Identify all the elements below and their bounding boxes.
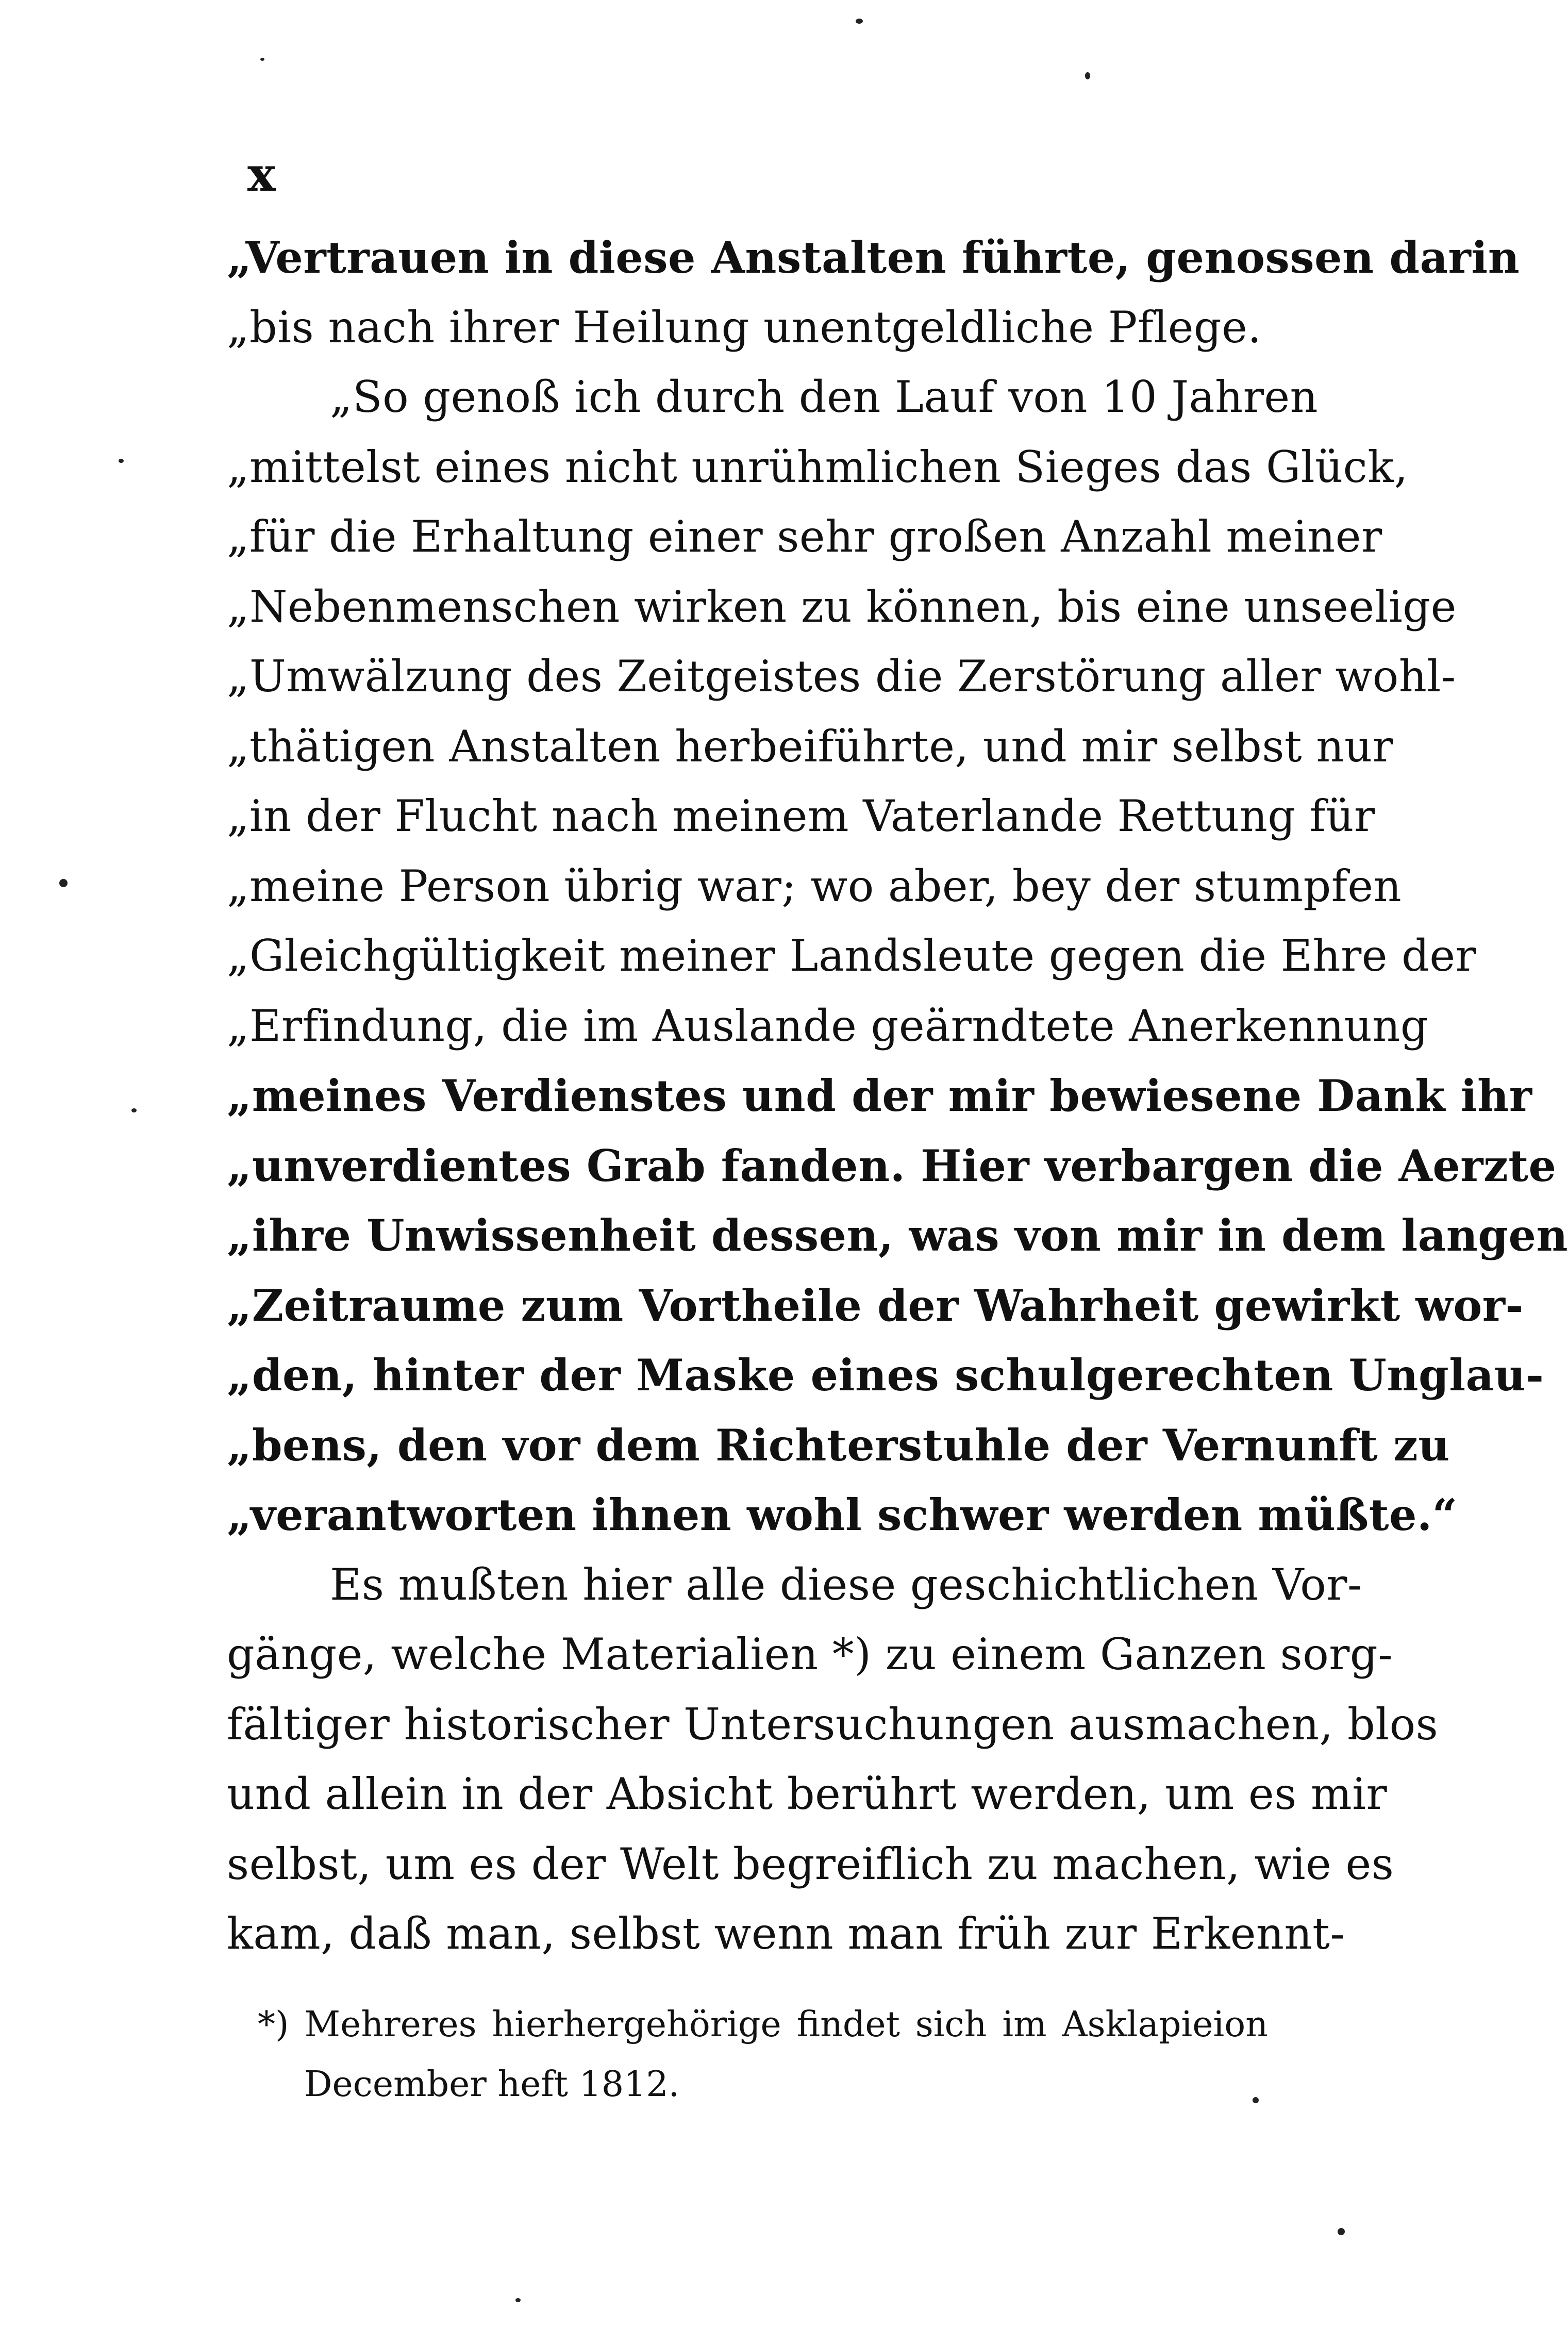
text-line: „Zeitraume zum Vortheile der Wahrheit gewirkt wor- [227, 1279, 1524, 1331]
footnote-line: December heft 1812. [304, 2064, 680, 2105]
text-line: „Vertrauen in diese Anstalten führte, genossen darin [227, 232, 1520, 283]
text-line: Es mußten hier alle diese geschichtlichen Vor- [330, 1559, 1362, 1610]
text-line: „meines Verdienstes und der mir bewiesene Dank ihr [227, 1070, 1532, 1121]
text-line: „in der Flucht nach meinem Vaterlande Rettung für [227, 791, 1375, 841]
text-line: „Erfindung, die im Auslande geärndtete Anerkennung [227, 1000, 1429, 1051]
scan-speck [59, 879, 68, 887]
text-line: „den, hinter der Maske eines schulgerechten Unglau- [227, 1350, 1544, 1401]
text-line: „thätigen Anstalten herbeiführte, und mir selbst nur [227, 721, 1394, 772]
text-line: „Gleichgültigkeit meiner Landsleute gegen die Ehre der [227, 930, 1477, 981]
scan-speck [515, 2298, 521, 2302]
text-line: und allein in der Absicht berührt werden, um es mir [227, 1769, 1388, 1819]
text-line: „mittelst eines nicht unrühmlichen Sieges das Glück, [227, 441, 1408, 492]
scan-speck [1253, 2097, 1259, 2103]
scan-speck [260, 58, 264, 61]
text-line: „Nebenmenschen wirken zu können, bis eine unseelige [227, 581, 1457, 632]
scan-speck [1338, 2228, 1345, 2235]
scan-speck [856, 19, 863, 24]
text-line: „ihre Unwissenheit dessen, was von mir in dem langen [227, 1210, 1568, 1261]
text-line: „verantworten ihnen wohl schwer werden müßte.“ [227, 1489, 1458, 1540]
text-line: gänge, welche Materialien *) zu einem Ganzen sorg- [227, 1629, 1393, 1680]
body-text [227, 223, 1568, 1969]
text-line: „Umwälzung des Zeitgeistes die Zerstörung aller wohl- [227, 651, 1456, 702]
footnote-line: *) Mehreres hierhergehörige findet sich im Asklapieion [258, 2004, 1268, 2045]
text-line: „unverdientes Grab fanden. Hier verbargen die Aerzte [227, 1140, 1557, 1191]
page-number: x [247, 146, 276, 202]
text-line: „So genoß ich durch den Lauf von 10 Jahren [330, 372, 1319, 422]
text-line: selbst, um es der Welt begreiflich zu machen, wie es [227, 1838, 1394, 1889]
footnote [258, 1995, 1268, 2115]
text-line: kam, daß man, selbst wenn man früh zur Erkennt- [227, 1908, 1345, 1959]
text-line: „für die Erhaltung einer sehr großen Anzahl meiner [227, 511, 1382, 562]
text-line: „bis nach ihrer Heilung unentgeldliche Pflege. [227, 302, 1262, 353]
scan-speck [1085, 72, 1090, 79]
text-line: „bens, den vor dem Richterstuhle der Vernunft zu [227, 1419, 1450, 1471]
scan-speck [119, 459, 124, 463]
text-line: fältiger historischer Untersuchungen ausmachen, blos [227, 1699, 1439, 1750]
scan-speck [131, 1108, 137, 1112]
text-line: „meine Person übrig war; wo aber, bey der stumpfen [227, 860, 1402, 911]
